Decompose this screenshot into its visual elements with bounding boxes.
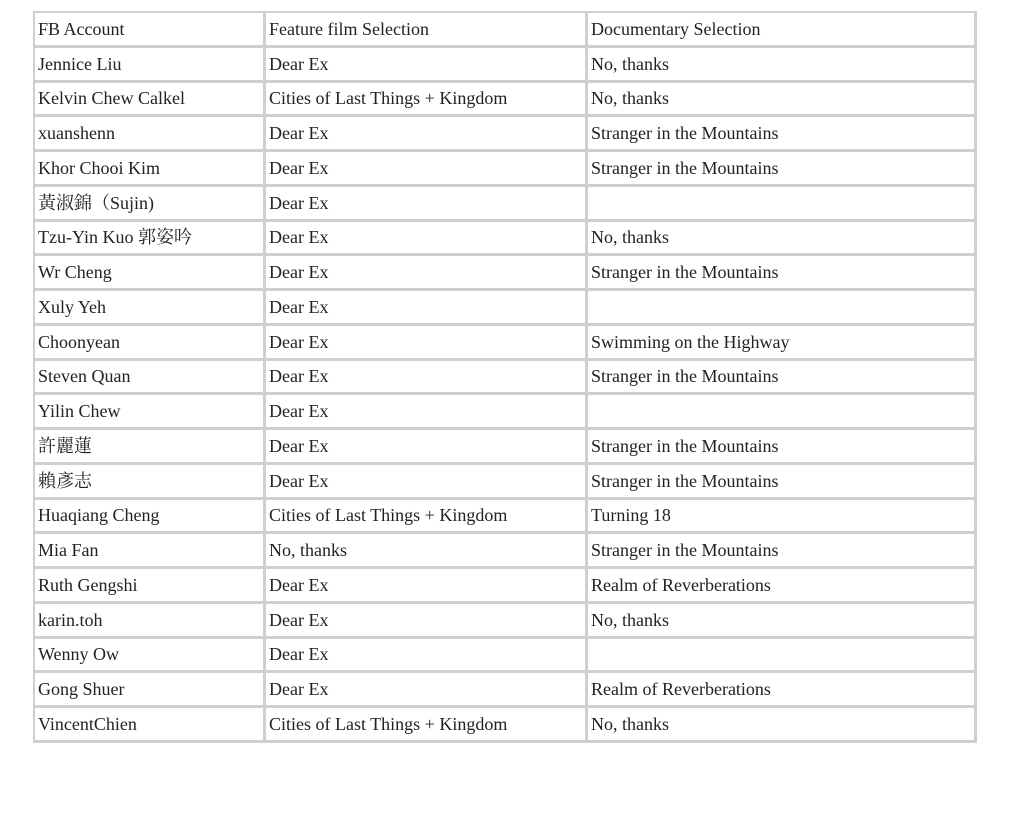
table-row	[35, 187, 977, 222]
fb-account-cell: Tzu-Yin Kuo 郭姿吟	[35, 222, 266, 257]
fb-account-cell: 賴彥志	[35, 465, 266, 500]
feature-film-cell: Cities of Last Things + Kingdom	[266, 500, 588, 535]
fb-account-cell: Gong Shuer	[35, 673, 266, 708]
feature-film-cell: Dear Ex	[266, 361, 588, 396]
fb-account-cell: Khor Chooi Kim	[35, 152, 266, 187]
fb-account-cell: Kelvin Chew Calkel	[35, 83, 266, 118]
fb-account-cell: karin.toh	[35, 604, 266, 639]
table-row	[35, 152, 977, 187]
fb-account-cell: Ruth Gengshi	[35, 569, 266, 604]
fb-account-cell: Xuly Yeh	[35, 291, 266, 326]
fb-account-cell: 許麗蓮	[35, 430, 266, 465]
documentary-cell: Stranger in the Mountains	[588, 430, 977, 465]
fb-account-cell: Steven Quan	[35, 361, 266, 396]
documentary-cell: Stranger in the Mountains	[588, 361, 977, 396]
feature-film-cell: Dear Ex	[266, 673, 588, 708]
feature-film-cell: Dear Ex	[266, 395, 588, 430]
feature-film-cell: Dear Ex	[266, 291, 588, 326]
documentary-cell: Stranger in the Mountains	[588, 256, 977, 291]
table-row	[35, 500, 977, 535]
table-row	[35, 48, 977, 83]
documentary-cell	[588, 639, 977, 674]
fb-account-cell: Wr Cheng	[35, 256, 266, 291]
table-row	[35, 569, 977, 604]
feature-film-cell: Dear Ex	[266, 639, 588, 674]
table-row	[35, 639, 977, 674]
documentary-cell: Realm of Reverberations	[588, 569, 977, 604]
feature-film-cell: Dear Ex	[266, 222, 588, 257]
feature-film-cell: Dear Ex	[266, 430, 588, 465]
documentary-cell: No, thanks	[588, 708, 977, 743]
table-row	[35, 291, 977, 326]
header-documentary-selection: Documentary Selection	[588, 13, 977, 48]
feature-film-cell: Dear Ex	[266, 256, 588, 291]
feature-film-cell: Cities of Last Things + Kingdom	[266, 708, 588, 743]
table-row	[35, 395, 977, 430]
table-row	[35, 604, 977, 639]
table-header-row	[35, 13, 977, 48]
documentary-cell: Stranger in the Mountains	[588, 465, 977, 500]
table-row	[35, 83, 977, 118]
film-selection-table	[33, 11, 977, 743]
feature-film-cell: Dear Ex	[266, 604, 588, 639]
fb-account-cell: Choonyean	[35, 326, 266, 361]
documentary-cell: Realm of Reverberations	[588, 673, 977, 708]
documentary-cell: Stranger in the Mountains	[588, 152, 977, 187]
document-page	[33, 11, 977, 743]
table-row	[35, 361, 977, 396]
documentary-cell: Stranger in the Mountains	[588, 117, 977, 152]
feature-film-cell: Dear Ex	[266, 152, 588, 187]
fb-account-cell: Huaqiang Cheng	[35, 500, 266, 535]
table-row	[35, 430, 977, 465]
documentary-cell: No, thanks	[588, 222, 977, 257]
feature-film-cell: Dear Ex	[266, 187, 588, 222]
feature-film-cell: Dear Ex	[266, 326, 588, 361]
documentary-cell: No, thanks	[588, 604, 977, 639]
fb-account-cell: 黃淑錦（Sujin)	[35, 187, 266, 222]
table-row	[35, 534, 977, 569]
header-feature-film-selection: Feature film Selection	[266, 13, 588, 48]
table-row	[35, 117, 977, 152]
feature-film-cell: Cities of Last Things + Kingdom	[266, 83, 588, 118]
table-body	[35, 13, 977, 743]
documentary-cell: Swimming on the Highway	[588, 326, 977, 361]
table-row	[35, 673, 977, 708]
fb-account-cell: Wenny Ow	[35, 639, 266, 674]
feature-film-cell: Dear Ex	[266, 569, 588, 604]
feature-film-cell: Dear Ex	[266, 48, 588, 83]
header-fb-account: FB Account	[35, 13, 266, 48]
table-row	[35, 465, 977, 500]
documentary-cell	[588, 291, 977, 326]
table-row	[35, 256, 977, 291]
fb-account-cell: xuanshenn	[35, 117, 266, 152]
table-row	[35, 326, 977, 361]
documentary-cell: No, thanks	[588, 48, 977, 83]
table-row	[35, 708, 977, 743]
documentary-cell: Stranger in the Mountains	[588, 534, 977, 569]
documentary-cell	[588, 187, 977, 222]
fb-account-cell: Jennice Liu	[35, 48, 266, 83]
fb-account-cell: VincentChien	[35, 708, 266, 743]
table-row	[35, 222, 977, 257]
fb-account-cell: Mia Fan	[35, 534, 266, 569]
feature-film-cell: No, thanks	[266, 534, 588, 569]
feature-film-cell: Dear Ex	[266, 117, 588, 152]
documentary-cell: Turning 18	[588, 500, 977, 535]
fb-account-cell: Yilin Chew	[35, 395, 266, 430]
feature-film-cell: Dear Ex	[266, 465, 588, 500]
documentary-cell	[588, 395, 977, 430]
documentary-cell: No, thanks	[588, 83, 977, 118]
